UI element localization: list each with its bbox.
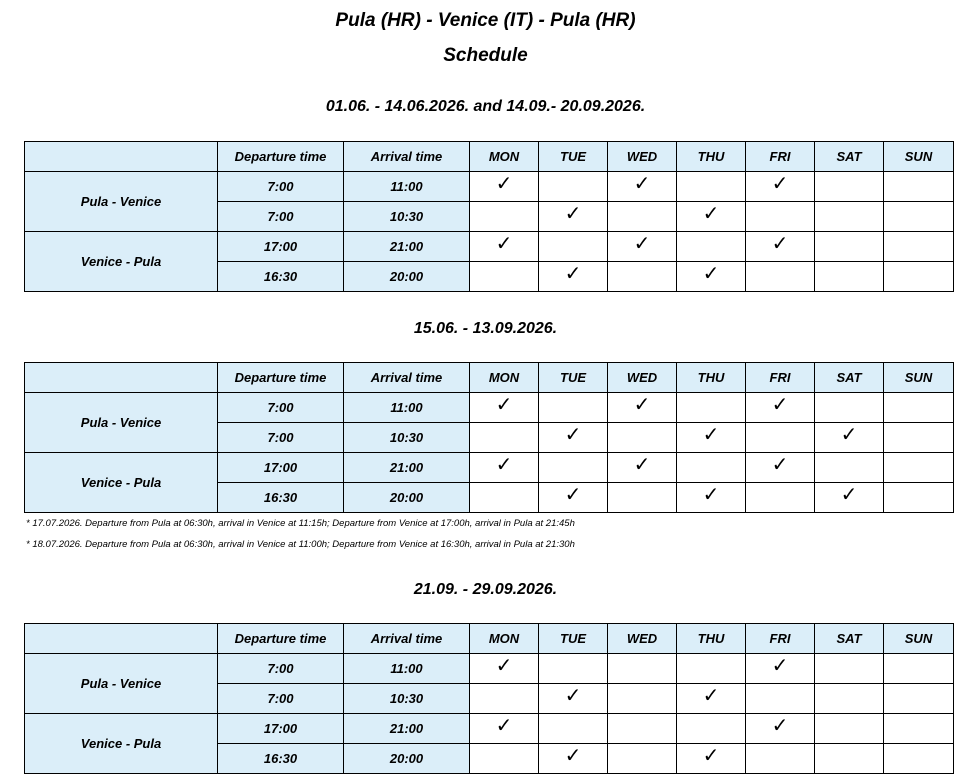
arrival-time: 20:00 — [344, 483, 470, 513]
checkmark-icon: ✓ — [702, 262, 720, 285]
table-row — [25, 714, 954, 744]
day-cell — [884, 684, 954, 714]
checkmark-icon: ✓ — [495, 172, 513, 195]
arrival-time: 11:00 — [344, 172, 470, 202]
day-cell — [815, 744, 884, 774]
column-header: TUE — [539, 142, 608, 172]
day-cell — [608, 714, 677, 744]
day-cell — [677, 654, 746, 684]
checkmark-icon: ✓ — [771, 232, 789, 255]
day-cell — [608, 654, 677, 684]
day-cell — [815, 714, 884, 744]
day-cell — [815, 393, 884, 423]
checkmark-icon: ✓ — [564, 202, 582, 225]
day-cell — [884, 453, 954, 483]
header-row — [25, 142, 954, 172]
header-row — [25, 363, 954, 393]
checkmark-icon: ✓ — [564, 483, 582, 506]
day-cell — [608, 453, 677, 483]
day-cell — [470, 684, 539, 714]
day-cell — [746, 654, 815, 684]
column-header: MON — [470, 142, 539, 172]
checkmark-icon: ✓ — [495, 453, 513, 476]
route-name: Pula - Venice — [25, 172, 218, 232]
arrival-time: 20:00 — [344, 744, 470, 774]
checkmark-icon: ✓ — [633, 232, 651, 255]
route-name: Pula - Venice — [25, 654, 218, 714]
checkmark-icon: ✓ — [702, 744, 720, 767]
column-header: THU — [677, 363, 746, 393]
checkmark-icon: ✓ — [702, 483, 720, 506]
day-cell — [677, 744, 746, 774]
route-name: Venice - Pula — [25, 453, 218, 513]
checkmark-icon: ✓ — [840, 423, 858, 446]
checkmark-icon: ✓ — [495, 232, 513, 255]
checkmark-icon: ✓ — [771, 714, 789, 737]
day-cell — [470, 453, 539, 483]
header-row — [25, 624, 954, 654]
departure-time: 7:00 — [218, 393, 344, 423]
arrival-time: 11:00 — [344, 393, 470, 423]
column-header: FRI — [746, 142, 815, 172]
column-header: TUE — [539, 624, 608, 654]
day-cell — [677, 262, 746, 292]
day-cell — [815, 483, 884, 513]
arrival-time: 21:00 — [344, 232, 470, 262]
checkmark-icon: ✓ — [495, 654, 513, 677]
footnote: * 18.07.2026. Departure from Pula at 06:30h, arrival in Venice at 11:00h; Departure from Venice at 16:30h, arrival in Pula at 21:30h — [26, 539, 575, 550]
checkmark-icon: ✓ — [702, 423, 720, 446]
column-header: WED — [608, 142, 677, 172]
day-cell — [539, 744, 608, 774]
column-header: Departure time — [218, 363, 344, 393]
day-cell — [884, 262, 954, 292]
column-header: THU — [677, 142, 746, 172]
period-heading: 21.09. - 29.09.2026. — [413, 581, 558, 598]
day-cell — [608, 423, 677, 453]
day-cell — [608, 232, 677, 262]
day-cell — [677, 714, 746, 744]
table-row — [25, 172, 954, 202]
route-name: Venice - Pula — [25, 232, 218, 292]
table-row — [25, 232, 954, 262]
day-cell — [746, 453, 815, 483]
table-row — [25, 453, 954, 483]
day-cell — [539, 654, 608, 684]
day-cell — [746, 202, 815, 232]
column-header: FRI — [746, 363, 815, 393]
arrival-time: 10:30 — [344, 684, 470, 714]
day-cell — [884, 232, 954, 262]
day-cell — [746, 232, 815, 262]
checkmark-icon: ✓ — [564, 423, 582, 446]
checkmark-icon: ✓ — [840, 483, 858, 506]
checkmark-icon: ✓ — [633, 393, 651, 416]
day-cell — [677, 202, 746, 232]
departure-time: 7:00 — [218, 654, 344, 684]
day-cell — [539, 423, 608, 453]
day-cell — [539, 262, 608, 292]
column-header — [25, 142, 218, 172]
day-cell — [539, 714, 608, 744]
column-header: THU — [677, 624, 746, 654]
day-cell — [539, 202, 608, 232]
day-cell — [746, 483, 815, 513]
day-cell — [884, 714, 954, 744]
day-cell — [884, 483, 954, 513]
column-header: WED — [608, 624, 677, 654]
day-cell — [470, 172, 539, 202]
column-header: FRI — [746, 624, 815, 654]
column-header — [25, 363, 218, 393]
arrival-time: 21:00 — [344, 714, 470, 744]
departure-time: 16:30 — [218, 483, 344, 513]
schedule-table — [24, 362, 954, 513]
day-cell — [746, 684, 815, 714]
arrival-time: 10:30 — [344, 202, 470, 232]
day-cell — [608, 202, 677, 232]
checkmark-icon: ✓ — [564, 262, 582, 285]
day-cell — [608, 393, 677, 423]
day-cell — [470, 654, 539, 684]
day-cell — [677, 684, 746, 714]
arrival-time: 20:00 — [344, 262, 470, 292]
day-cell — [470, 714, 539, 744]
day-cell — [746, 423, 815, 453]
period-heading: 15.06. - 13.09.2026. — [413, 320, 558, 337]
column-header: Departure time — [218, 142, 344, 172]
checkmark-icon: ✓ — [771, 172, 789, 195]
departure-time: 7:00 — [218, 684, 344, 714]
column-header: Arrival time — [344, 624, 470, 654]
day-cell — [815, 202, 884, 232]
checkmark-icon: ✓ — [495, 393, 513, 416]
column-header: SAT — [815, 363, 884, 393]
checkmark-icon: ✓ — [633, 172, 651, 195]
departure-time: 7:00 — [218, 423, 344, 453]
column-header: TUE — [539, 363, 608, 393]
page-title: Pula (HR) - Venice (IT) - Pula (HR) — [335, 10, 636, 31]
checkmark-icon: ✓ — [564, 684, 582, 707]
checkmark-icon: ✓ — [702, 684, 720, 707]
arrival-time: 21:00 — [344, 453, 470, 483]
day-cell — [746, 262, 815, 292]
column-header: SAT — [815, 142, 884, 172]
day-cell — [884, 423, 954, 453]
day-cell — [746, 714, 815, 744]
column-header: Departure time — [218, 624, 344, 654]
day-cell — [677, 423, 746, 453]
column-header: MON — [470, 363, 539, 393]
day-cell — [677, 453, 746, 483]
day-cell — [608, 262, 677, 292]
day-cell — [470, 202, 539, 232]
departure-time: 16:30 — [218, 744, 344, 774]
day-cell — [815, 262, 884, 292]
departure-time: 17:00 — [218, 453, 344, 483]
checkmark-icon: ✓ — [633, 453, 651, 476]
column-header: WED — [608, 363, 677, 393]
column-header: Arrival time — [344, 142, 470, 172]
day-cell — [884, 744, 954, 774]
day-cell — [539, 393, 608, 423]
day-cell — [539, 453, 608, 483]
arrival-time: 10:30 — [344, 423, 470, 453]
day-cell — [539, 232, 608, 262]
departure-time: 16:30 — [218, 262, 344, 292]
route-name: Pula - Venice — [25, 393, 218, 453]
day-cell — [815, 423, 884, 453]
checkmark-icon: ✓ — [564, 744, 582, 767]
day-cell — [815, 453, 884, 483]
schedule-table — [24, 141, 954, 292]
column-header: SUN — [884, 363, 954, 393]
day-cell — [677, 483, 746, 513]
column-header: MON — [470, 624, 539, 654]
footnote: * 17.07.2026. Departure from Pula at 06:30h, arrival in Venice at 11:15h; Departure from Venice at 17:00h, arrival in Pula at 21:45h — [26, 518, 575, 529]
checkmark-icon: ✓ — [771, 453, 789, 476]
day-cell — [815, 232, 884, 262]
day-cell — [677, 172, 746, 202]
column-header: SAT — [815, 624, 884, 654]
checkmark-icon: ✓ — [771, 654, 789, 677]
day-cell — [470, 744, 539, 774]
day-cell — [608, 744, 677, 774]
day-cell — [539, 684, 608, 714]
table-row — [25, 393, 954, 423]
table-row — [25, 654, 954, 684]
route-name: Venice - Pula — [25, 714, 218, 774]
schedule-table — [24, 623, 954, 774]
arrival-time: 11:00 — [344, 654, 470, 684]
day-cell — [815, 684, 884, 714]
day-cell — [884, 393, 954, 423]
day-cell — [815, 172, 884, 202]
checkmark-icon: ✓ — [771, 393, 789, 416]
column-header: SUN — [884, 624, 954, 654]
day-cell — [470, 483, 539, 513]
departure-time: 7:00 — [218, 202, 344, 232]
day-cell — [815, 654, 884, 684]
day-cell — [746, 393, 815, 423]
day-cell — [884, 654, 954, 684]
checkmark-icon: ✓ — [495, 714, 513, 737]
period-heading: 01.06. - 14.06.2026. and 14.09.- 20.09.2026. — [325, 98, 646, 115]
day-cell — [884, 172, 954, 202]
column-header: Arrival time — [344, 363, 470, 393]
day-cell — [677, 232, 746, 262]
day-cell — [539, 483, 608, 513]
departure-time: 7:00 — [218, 172, 344, 202]
departure-time: 17:00 — [218, 232, 344, 262]
day-cell — [608, 684, 677, 714]
day-cell — [746, 744, 815, 774]
page-subtitle: Schedule — [443, 45, 528, 66]
column-header: SUN — [884, 142, 954, 172]
day-cell — [470, 232, 539, 262]
departure-time: 17:00 — [218, 714, 344, 744]
day-cell — [470, 262, 539, 292]
day-cell — [608, 172, 677, 202]
checkmark-icon: ✓ — [702, 202, 720, 225]
day-cell — [884, 202, 954, 232]
day-cell — [470, 393, 539, 423]
day-cell — [608, 483, 677, 513]
column-header — [25, 624, 218, 654]
day-cell — [470, 423, 539, 453]
day-cell — [677, 393, 746, 423]
day-cell — [746, 172, 815, 202]
day-cell — [539, 172, 608, 202]
